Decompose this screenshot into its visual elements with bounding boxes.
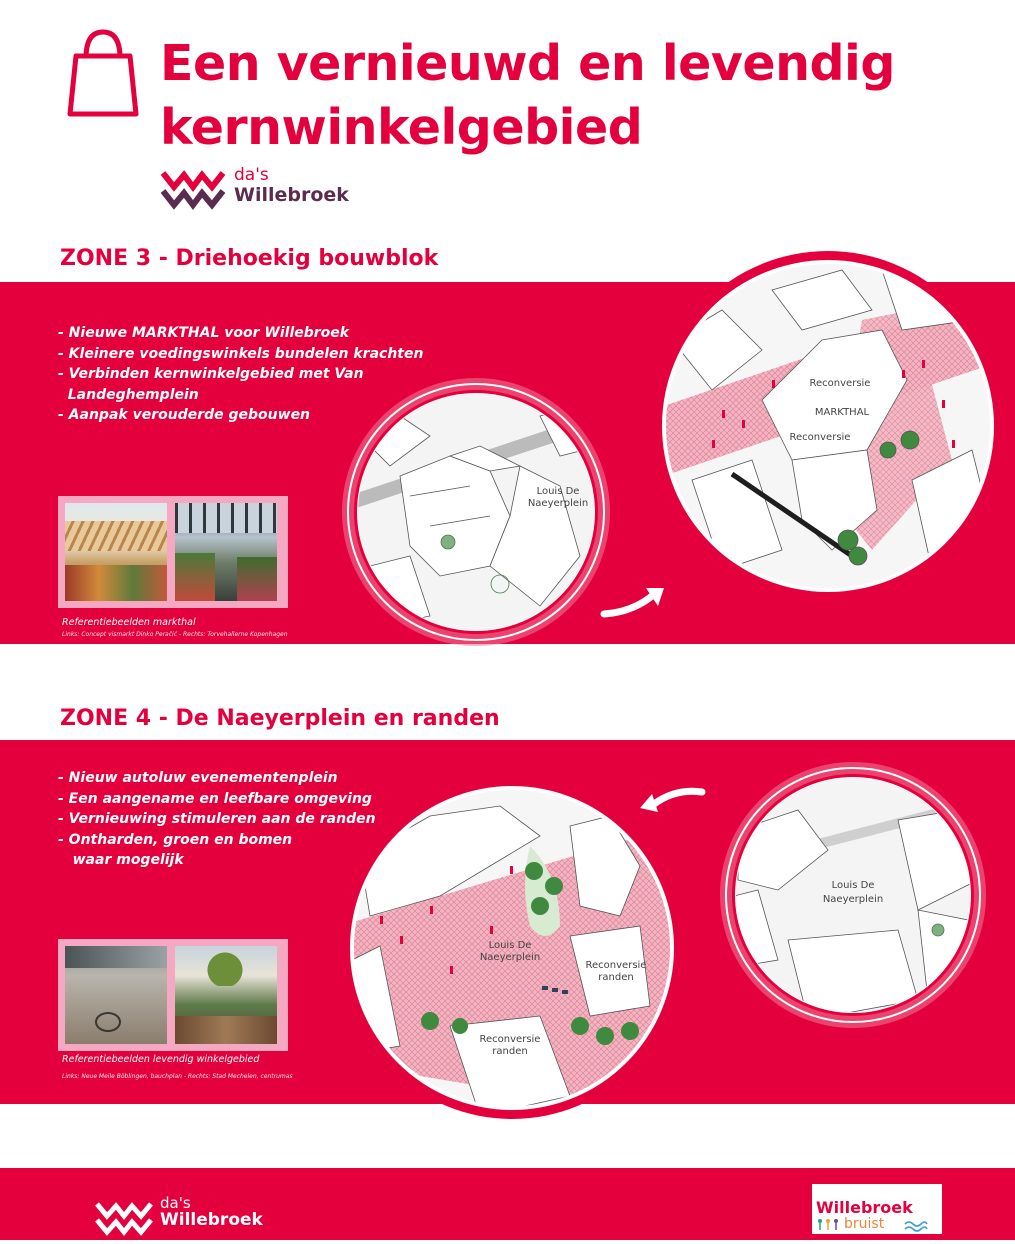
zone3-reference-images (58, 496, 288, 608)
zone3-after-reconversie-bottom: Reconversie (789, 432, 851, 443)
list-item: waar mogelijk (58, 852, 184, 868)
shopping-bag-icon (66, 28, 140, 120)
zone4-before-label-1: Louis De (831, 880, 875, 891)
zone3-subcaption: Links: Concept vismarkt Dinko Peračić - Rechts: Torvehallerne Kopenhagen (62, 631, 288, 638)
reference-photo-vismarkt (65, 503, 167, 601)
people-icon (816, 1218, 842, 1232)
zone4-title: ZONE 4 - De Naeyerplein en randen (60, 706, 500, 731)
zone4-after-rand-right-1: Reconversie (585, 960, 647, 971)
reference-photo-mechelen (175, 946, 277, 1044)
list-item: - Vernieuwing stimuleren aan de randen (58, 811, 376, 827)
footer-logo-name: Willebroek (160, 1210, 263, 1230)
zone3-before-label-1: Louis De (536, 486, 580, 497)
zone3-title: ZONE 3 - Driehoekig bouwblok (60, 246, 439, 271)
zone3-after-reconversie-top: Reconversie (809, 378, 871, 389)
list-item: - Nieuw autoluw evenementenplein (58, 770, 338, 786)
list-item: - Kleinere voedingswinkels bundelen krachten (58, 345, 424, 362)
willebroek-w-logo-icon (94, 1200, 154, 1244)
list-item: - Nieuwe MARKTHAL voor Willebroek (58, 325, 350, 341)
zone4-before-label-2: Naeyerplein (822, 894, 884, 905)
zone4-reference-images (58, 939, 288, 1051)
zone3-map-before (340, 376, 612, 648)
list-item: Landeghemplein (58, 386, 199, 403)
zone4-bullets (58, 768, 376, 871)
zone3-after-markthal: MARKTHAL (814, 407, 870, 418)
reference-photo-boblingen (65, 946, 167, 1044)
title-line-1: Een vernieuwd en levendig (160, 35, 895, 92)
zone4-after-rand-right-2: randen (598, 972, 634, 983)
footer (0, 1168, 1015, 1240)
brand-name: Willebroek (816, 1198, 913, 1217)
willebroek-w-logo-icon (160, 165, 226, 217)
arrow-left-icon (636, 778, 708, 816)
zone3-caption: Referentiebeelden markthal (62, 617, 196, 628)
title-line-2: kernwinkelgebied (160, 99, 643, 156)
zone4-subcaption: Links: Neue Meile Böblingen, bauchplan - Rechts: Stad Mechelen, centrumas (62, 1073, 293, 1080)
header-logo (160, 165, 360, 217)
list-item: - Verbinden kernwinkelgebied met Van (58, 366, 364, 382)
brand-tagline: bruist (844, 1216, 885, 1232)
zone4-after-plein-2: Naeyerplein (479, 952, 541, 963)
zone4-after-plein-1: Louis De (488, 940, 532, 951)
list-item: - Aanpak verouderde gebouwen (58, 407, 311, 423)
zone4-after-rand-bottom-2: randen (492, 1046, 528, 1057)
zone4-map-before (718, 760, 988, 1030)
zone4-caption: Referentiebeelden levendig winkelgebied (62, 1054, 260, 1065)
list-item: - Een aangename en leefbare omgeving (58, 790, 372, 807)
footer-logo-das: da's (160, 1194, 191, 1212)
logo-das: da's (234, 165, 269, 185)
logo-name: Willebroek (234, 184, 349, 206)
zone4-map-after (340, 776, 684, 1120)
page-title (160, 32, 990, 160)
zone4-after-rand-bottom-1: Reconversie (479, 1034, 541, 1045)
zone3-map-after (652, 250, 1004, 602)
reference-photo-torvehallerne (175, 503, 277, 601)
waves-icon (904, 1220, 928, 1232)
list-item: - Ontharden, groen en bomen (58, 831, 293, 848)
zone3-before-label-2: Naeyerplein (527, 498, 589, 509)
